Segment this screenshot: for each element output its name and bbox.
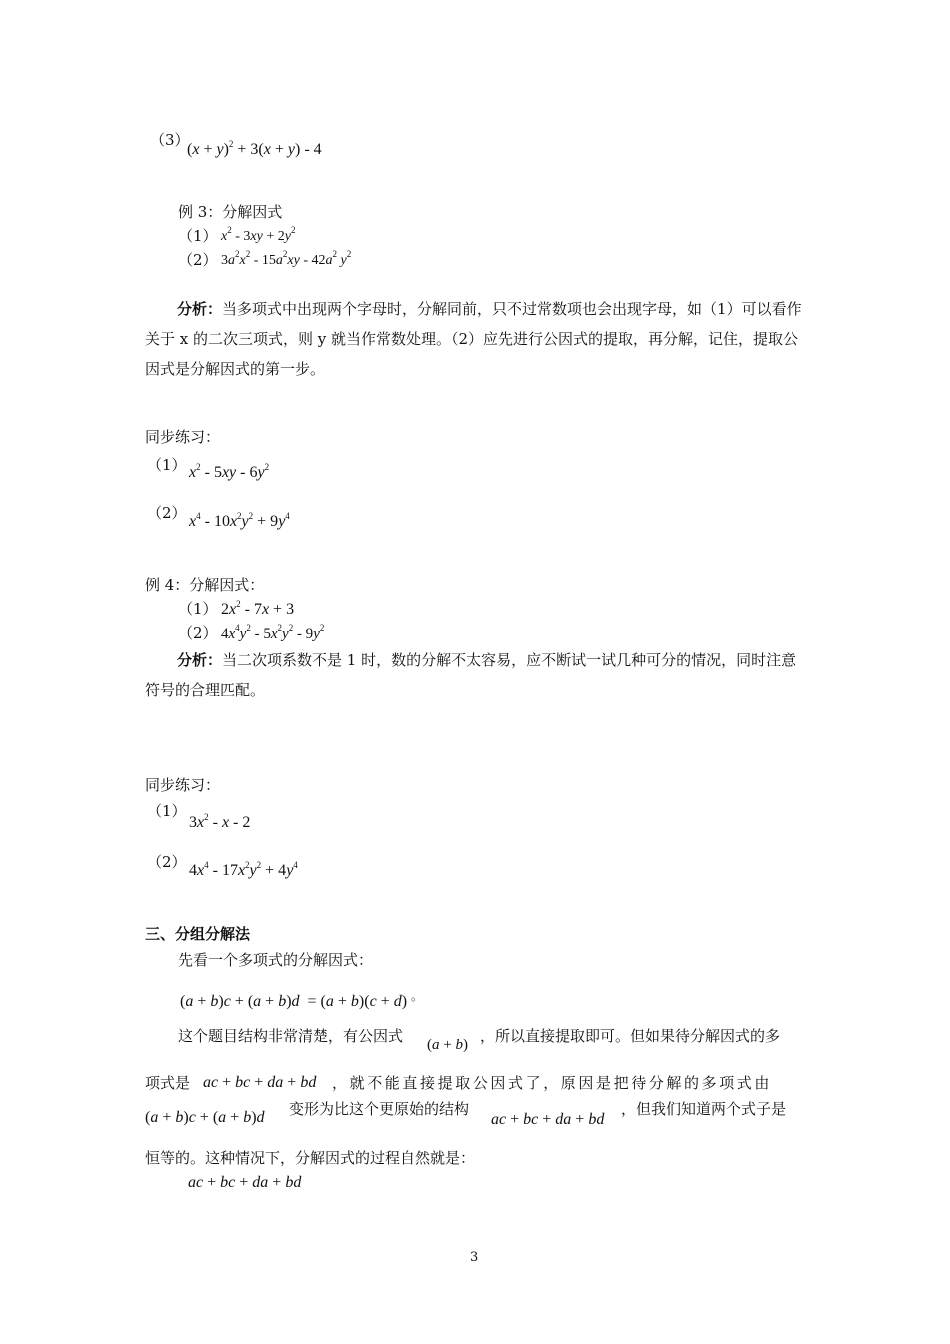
sentence3-part-b: ，但我们知道两个式子是	[621, 1100, 787, 1118]
example3-q1-expression: $x^2 - 3xy + 2y^2$	[221, 225, 296, 244]
practice2-p2-expression: $4x^4 - 17x^2y^2 + 4y^4$	[189, 860, 298, 879]
expression-3: $(x + y)^2 + 3(x + y) - 4$	[187, 139, 322, 158]
example3-q2-expression: $3a^2x^2 - 15a^2xy - 42a^2$ $y^2$	[221, 249, 352, 268]
sentence2-part-b: ，就不能直接提取公因式了，原因是把待分解的多项式由	[332, 1074, 773, 1092]
practice1-p2-label: （2）	[147, 504, 187, 522]
example4-q2-label: （2）	[178, 624, 218, 642]
analysis-paragraph-2	[145, 645, 810, 705]
practice2-title: 同步练习：	[145, 776, 221, 794]
formula-grouping: (a + b)c + (a + b)d = (a + b)(c + d) 。	[180, 989, 424, 1010]
analysis-paragraph-1	[145, 294, 810, 384]
sentence1-part-a: 这个题目结构非常清楚，有公因式	[178, 1027, 404, 1045]
expr-grouped: (a + b)c + (a + b)d	[145, 1109, 265, 1126]
example4-title: 例 4：分解因式：	[145, 576, 265, 594]
practice2-p1-label: （1）	[147, 802, 187, 820]
expr-original: ac + bc + da + bd	[491, 1111, 605, 1128]
sentence3-part-a: 变形为比这个更原始的结构	[289, 1100, 470, 1118]
practice2-p2-label: （2）	[147, 853, 187, 871]
example3-title: 例 3：分解因式	[178, 203, 283, 221]
item-label-3: （3）	[150, 131, 190, 149]
example4-q2-expression: $4x^4y^2 - 5x^2y^2 - 9y^2$	[221, 623, 325, 642]
expr-acbcdabd: ac + bc + da + bd	[203, 1074, 317, 1091]
practice1-p1-expression: $x^2 - 5xy - 6y^2$	[189, 462, 270, 481]
practice2-p1-expression: $3x^2$ - x - 2	[189, 812, 251, 831]
sentence1-part-b: ，所以直接提取即可。但如果待分解因式的多	[480, 1027, 781, 1045]
section-intro: 先看一个多项式的分解因式：	[178, 951, 374, 969]
sentence4: 恒等的。这种情况下，分解因式的过程自然就是：	[145, 1149, 476, 1167]
expr-final: ac + bc + da + bd	[188, 1174, 302, 1191]
common-factor: (a + b)	[427, 1037, 468, 1053]
sentence2-part-a: 项式是	[145, 1074, 191, 1092]
analysis-text-2: 当二次项系数不是 1 时，数的分解不太容易，应不断试一试几种可分的情况，同时注意符号的合理匹配。	[145, 651, 797, 699]
example3-q2-label: （2）	[178, 251, 218, 269]
practice1-title: 同步练习：	[145, 428, 221, 446]
example4-q1-label: （1）	[178, 600, 218, 618]
analysis-heading: 分析：	[177, 300, 223, 318]
example4-q1-expression: $2x^2 - 7x + 3$	[221, 599, 295, 618]
page-number: 3	[470, 1250, 479, 1265]
analysis-heading-2: 分析：	[177, 651, 223, 669]
example3-q1-label: （1）	[178, 227, 218, 245]
practice1-p1-label: （1）	[147, 456, 187, 474]
analysis-text: 当多项式中出现两个字母时，分解同前，只不过常数项也会出现字母，如（1）可以看作关于 x 的二次三项式，则 y 就当作常数处理。（2）应先进行公因式的提取，再分解，记住，提取公因式是分解因式的第一步。	[145, 300, 802, 378]
section-heading: 三、分组分解法	[145, 925, 251, 943]
practice1-p2-expression: $x^4 - 10x^2y^2 + 9y^4$	[189, 511, 290, 530]
